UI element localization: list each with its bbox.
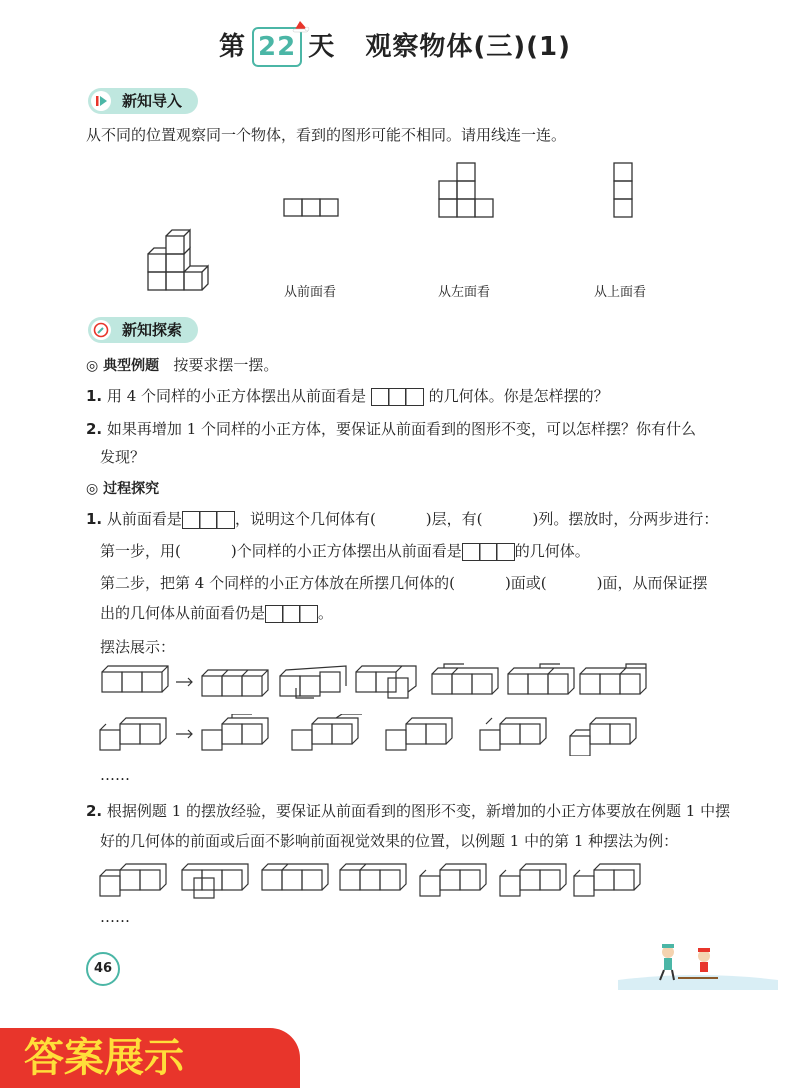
explore-badge — [88, 317, 198, 343]
caption-front: 从前面看 — [284, 285, 337, 300]
caption-top: 从上面看 — [594, 285, 647, 300]
process-heading: ◎ 过程探究 — [86, 481, 160, 497]
example-label: ◎ 典型例题 — [86, 358, 160, 374]
q2-number: 2. — [86, 420, 103, 438]
arrangement-option — [356, 666, 416, 698]
p2-line-1: 根据例题 1 的摆放经验，要保证从前面看到的图形不变，新增加的小正方体要放在例题 1 中摆 — [106, 802, 731, 820]
page-number: 46 — [86, 952, 120, 986]
example-question-2 — [86, 418, 696, 440]
arrangement-option — [500, 864, 566, 896]
step1-text-b: )个同样的小正方体摆出从前面看是 — [230, 542, 462, 560]
arrangement-option — [262, 864, 328, 890]
arrow-icon — [176, 730, 192, 738]
arrangement-row-1 — [96, 662, 656, 702]
show-label: 摆法展示： — [100, 638, 176, 656]
santa-hat-icon — [292, 19, 310, 33]
base-arrangement — [102, 666, 168, 692]
page-title — [0, 26, 790, 67]
p1-number: 1. — [86, 510, 103, 528]
arrangement-option — [580, 664, 646, 694]
front-view-strip-inline — [182, 511, 235, 529]
step1-text-c: 的几何体。 — [514, 542, 590, 560]
arrangement-option — [202, 714, 268, 750]
arrow-icon — [176, 678, 192, 686]
p1-text-b: ，说明这个几何体有( — [234, 510, 376, 528]
step2-line2-text-b: 。 — [318, 604, 334, 622]
play-icon — [91, 91, 111, 111]
arrangement-row-3 — [96, 860, 656, 900]
compass-icon — [91, 320, 111, 340]
day-number-box — [252, 27, 302, 67]
day-number: 22 — [258, 32, 297, 62]
arrangement-option — [432, 664, 498, 694]
base-arrangement — [100, 718, 166, 750]
arrangement-option — [480, 718, 546, 750]
process-item-1 — [86, 508, 718, 530]
kids-sledding-illustration — [618, 940, 778, 990]
step2-text-b: )面或( — [504, 574, 547, 592]
top-view-column — [612, 162, 634, 218]
q2-line-2: 发现？ — [100, 448, 146, 466]
p2-number: 2. — [86, 802, 103, 820]
q1-text-b: 的几何体。你是怎样摆的？ — [428, 387, 609, 405]
explore-badge-label: 新知探索 — [122, 321, 183, 339]
intro-badge-label: 新知导入 — [122, 92, 183, 110]
step2-line2-text-a: 出的几何体从前面看仍是 — [100, 604, 266, 622]
q1-number: 1. — [86, 387, 103, 405]
arrangement-option — [340, 864, 406, 890]
title-suffix: 天 — [308, 32, 336, 62]
arrangement-option — [574, 864, 640, 896]
arrangement-option — [202, 670, 268, 696]
arrangement-option — [386, 718, 452, 750]
title-prefix: 第 — [219, 32, 247, 62]
arrangement-option — [182, 864, 248, 898]
caption-left: 从左面看 — [438, 285, 491, 300]
front-view-strip-inline — [462, 543, 515, 561]
arrangement-option — [100, 864, 166, 896]
step1-text-a: 第一步，用( — [100, 542, 181, 560]
intro-instruction: 从不同的位置观察同一个物体，看到的图形可能不相同。请用线连一连。 — [86, 126, 567, 144]
arrangement-option — [420, 864, 486, 896]
arrangement-option — [292, 714, 362, 750]
process-item-2 — [86, 800, 730, 822]
p1-text-d: )列。摆放时，分两步进行： — [532, 510, 719, 528]
p2-line-2: 好的几何体的前面或后面不影响前面视觉效果的位置，以例题 1 中的第 1 种摆法为例： — [100, 832, 679, 850]
intro-badge — [88, 88, 198, 114]
example-question-1 — [86, 385, 609, 407]
q2-line-1: 如果再增加 1 个同样的小正方体，要保证从前面看到的图形不变，可以怎样摆？你有什么 — [106, 420, 697, 438]
ellipsis-1: …… — [100, 766, 130, 784]
arrangement-option — [508, 664, 574, 694]
step-2 — [100, 572, 708, 594]
p1-text-c: )层，有( — [425, 510, 483, 528]
front-view-strip-inline — [265, 605, 318, 623]
step2-text-c: )面，从而保证摆 — [596, 574, 708, 592]
front-view-strip — [283, 198, 339, 218]
stacked-cubes-figure — [140, 228, 212, 298]
example-heading — [86, 354, 278, 377]
ellipsis-2: …… — [100, 908, 130, 926]
front-view-strip-inline — [371, 388, 424, 406]
step2-text-a: 第二步，把第 4 个同样的小正方体放在所摆几何体的( — [100, 574, 455, 592]
title-topic: 观察物体(三)(1) — [365, 32, 571, 62]
q1-text-a: 用 4 个同样的小正方体摆出从前面看是 — [106, 387, 367, 405]
arrangement-row-2 — [96, 714, 656, 756]
left-view-figure — [438, 162, 494, 218]
arrangement-option — [570, 718, 636, 756]
step-2-line-2 — [100, 602, 333, 624]
answer-banner[interactable]: 答案展示 — [0, 1028, 300, 1088]
step-1 — [100, 540, 590, 562]
example-requirement: 按要求摆一摆。 — [173, 356, 279, 374]
p1-text-a: 从前面看是 — [106, 510, 182, 528]
arrangement-option — [280, 666, 346, 698]
